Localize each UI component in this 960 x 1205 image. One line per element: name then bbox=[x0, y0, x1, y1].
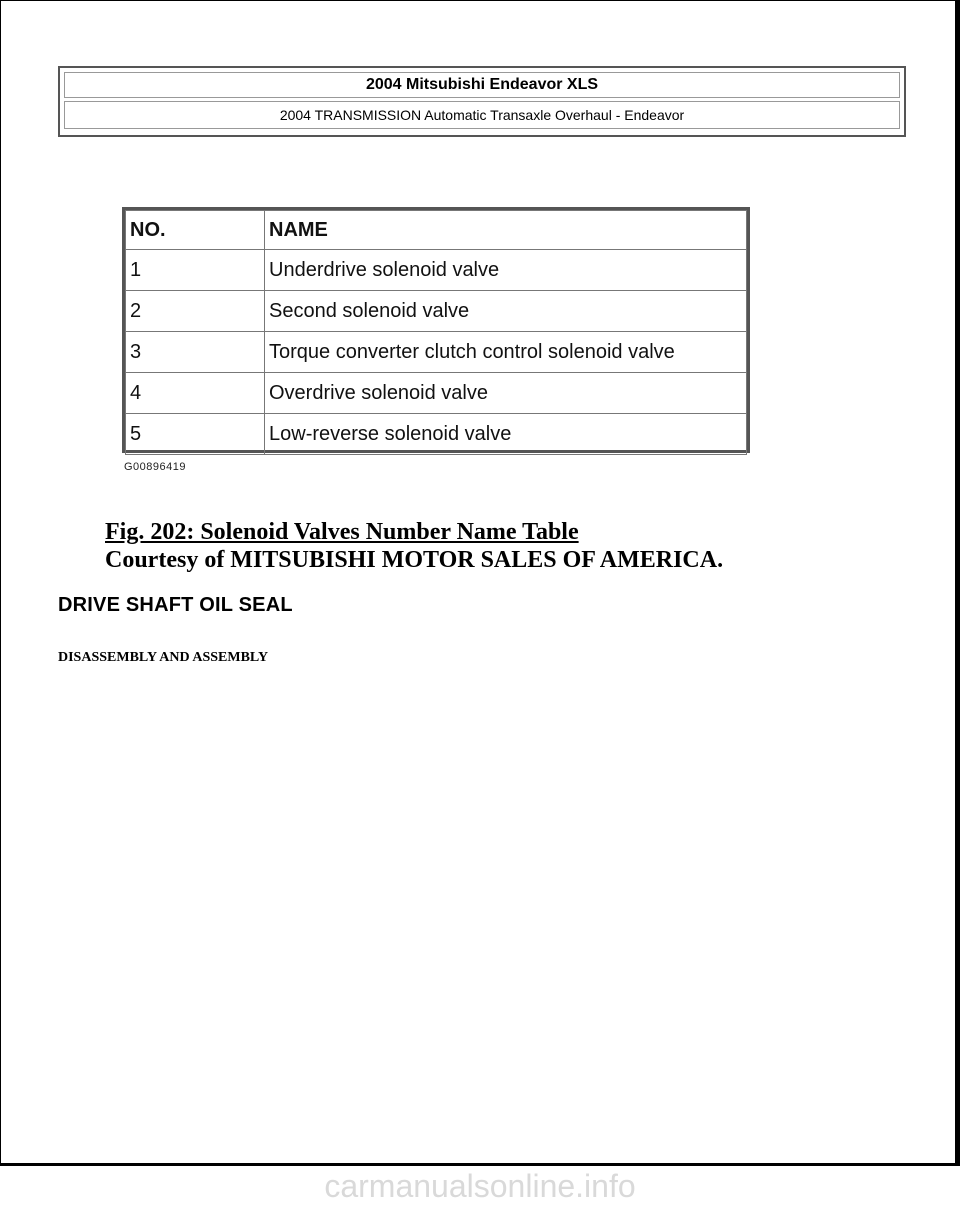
table-row bbox=[126, 250, 747, 291]
column-header-name: NAME bbox=[265, 211, 747, 250]
row-number: 1 bbox=[126, 250, 265, 291]
document-subtitle: 2004 TRANSMISSION Automatic Transaxle Overhaul - Endeavor bbox=[64, 101, 900, 129]
row-name: Second solenoid valve bbox=[265, 291, 747, 332]
row-name: Low-reverse solenoid valve bbox=[265, 414, 747, 455]
caption-title: Fig. 202: Solenoid Valves Number Name Table bbox=[105, 519, 579, 545]
row-name: Underdrive solenoid valve bbox=[265, 250, 747, 291]
watermark: carmanualsonline.info bbox=[324, 1168, 636, 1204]
table-row bbox=[126, 373, 747, 414]
table-header-row bbox=[126, 211, 747, 250]
document-title: 2004 Mitsubishi Endeavor XLS bbox=[64, 72, 900, 98]
page-right-edge bbox=[955, 0, 960, 1165]
page-bottom-edge bbox=[0, 1163, 960, 1166]
table-row bbox=[126, 332, 747, 373]
row-number: 3 bbox=[126, 332, 265, 373]
column-header-no: NO. bbox=[126, 211, 265, 250]
section-heading: DRIVE SHAFT OIL SEAL bbox=[58, 594, 293, 616]
row-number: 4 bbox=[126, 373, 265, 414]
section-subheading: DISASSEMBLY AND ASSEMBLY bbox=[58, 650, 269, 665]
solenoid-valves-figure bbox=[122, 207, 750, 453]
document-header bbox=[58, 66, 906, 137]
row-number: 2 bbox=[126, 291, 265, 332]
row-name: Overdrive solenoid valve bbox=[265, 373, 747, 414]
caption-courtesy: Courtesy of MITSUBISHI MOTOR SALES OF AMERICA. bbox=[105, 547, 724, 573]
solenoid-table bbox=[125, 210, 747, 455]
figure-caption bbox=[105, 518, 723, 574]
table-row bbox=[126, 291, 747, 332]
row-number: 5 bbox=[126, 414, 265, 455]
table-row bbox=[126, 414, 747, 455]
row-name: Torque converter clutch control solenoid valve bbox=[265, 332, 747, 373]
figure-code: G00896419 bbox=[124, 461, 186, 473]
